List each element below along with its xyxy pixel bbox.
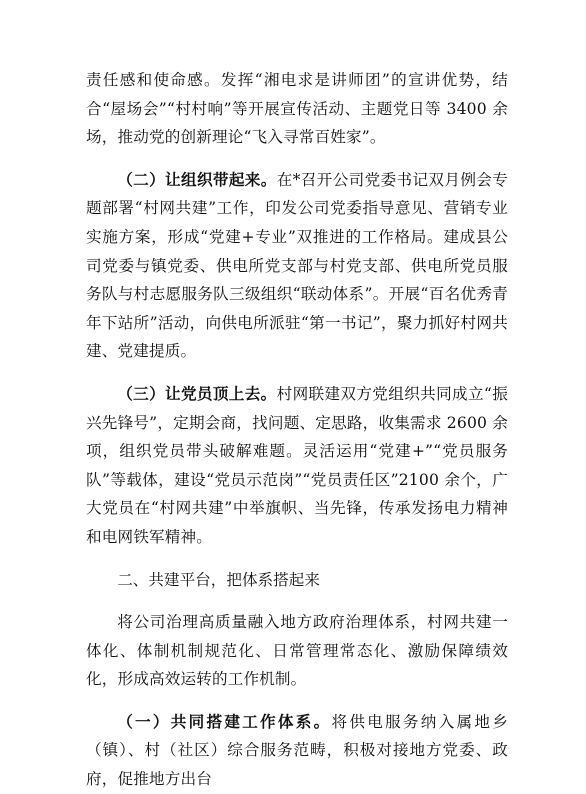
paragraph-work-system [86,708,508,794]
paragraph-party-members [86,380,508,552]
section-heading: 二、共建平台，把体系搭起来 [117,570,320,589]
section-intro: 将公司治理高质量融入地方政府治理体系，村网共建一体化、体制机制规范化、日常管理常态化、激励保障绩效化，形成高效运转的工作机制。 [86,613,508,689]
paragraph-text: 村网联建双方党组织共同成立“振兴先锋号”，定期会商，找问题、定思路，收集需求 2600 余项，组织党员带头破解难题。灵活运用“党建+”“党员服务队”等载体，建设“党员示范岗”“党员责任区”2100 余个，广大党员在“村网共建”中举旗帜、当先锋，传承发扬电力精神和电网铁军精神。 [86,384,508,546]
paragraph-continuation [86,66,508,152]
paragraph-text: 责任感和使命感。发挥“湘电求是讲师团”的宣讲优势，结合“屋场会”“村村响”等开展宣传活动、主题党日等 3400 余场，推动党的创新理论“飞入寻常百姓家”。 [86,71,508,147]
paragraph-lead: （三）让党员顶上去。 [117,384,277,403]
paragraph-lead: （一）共同搭建工作体系。 [117,712,332,731]
paragraph-organization [86,166,508,366]
paragraph-lead: （二）让组织带起来。 [117,170,277,189]
paragraph-text: 将供电服务纳入属地乡（镇）、村（社区）综合服务范畴，积极对接地方党委、政府，促推地方出台 [86,712,508,789]
paragraph-text: 在*召开公司党委书记双月例会专题部署“村网共建”工作，印发公司党委指导意见、营销专业实施方案，形成“党建+专业”双推进的工作格局。建成县公司党委与镇党委、供电所党支部与村党支部、供电所党员服务队与村志愿服务队三级组织“联动体系”。开展“百名优秀青年下站所”活动，向供电所派驻“第一书记”，聚力抓好村网共建、党建提质。 [86,170,508,361]
